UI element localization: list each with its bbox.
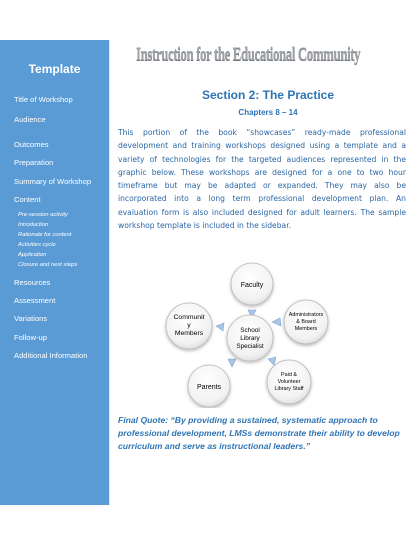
diagram-node-library-staff [267,360,311,404]
sidebar-item-resources[interactable]: Resources [14,278,51,287]
diagram-node-administrators [284,300,328,344]
body-paragraph: This portion of the book “showcases” ready-made professional development and training workshops designed using a template and a variety of technologies for the targeted audiences represented in the graphic below. These workshops are designed for a one to two hour timeframe but may be adapted or expanded. They may also be incorporated into a long term professional development plan. An evaluation form is also included designed for adult learners. The sample workshop template is included in the sidebar. [118,128,406,231]
sidebar-item-outcomes[interactable]: Outcomes [14,140,49,149]
final-quote: Final Quote: “By providing a sustained, systematic approach to professional development, LMSs demonstrate their ability to develop curriculum and serve as instructional leaders.” [118,415,400,451]
center-line-3: Specialist [236,343,264,350]
library-staff-line-2: Volunteer [277,379,301,385]
library-staff-line-3: Library Staff [274,386,304,392]
connector-arrow [228,359,236,367]
administrators-line-3: Members [294,326,318,332]
connector-arrow [216,323,224,331]
center-line-1: School [240,327,260,334]
sidebar-subitem-pre-session-activity[interactable]: Pre-session activity [18,212,68,218]
sidebar-subitem-application[interactable]: Application [18,252,47,258]
sidebar-item-variations[interactable]: Variations [14,314,48,323]
sidebar-item-additional-information[interactable]: Additional Information [14,351,88,360]
diagram-node-community-members [166,303,212,349]
sidebar-title: Template [28,62,81,76]
diagram-node-center [227,315,273,361]
parents-label: Parents [196,384,222,391]
administrators-line-2: & Board [296,319,316,325]
sidebar-item-preparation[interactable]: Preparation [14,158,54,167]
center-line-2: Library [240,335,260,342]
section-title: Section 2: The Practice [201,88,335,102]
community-line-3: Members [174,330,204,337]
sidebar-item-summary-of-workshop[interactable]: Summary of Workshop [14,177,92,186]
sidebar-item-content[interactable]: Content [14,195,41,204]
banner-title: Instruction for the Educational Community [136,44,361,65]
faculty-label: Faculty [240,282,264,289]
sidebar-item-assessment[interactable]: Assessment [14,296,56,305]
chapters-range: Chapters 8 – 14 [238,108,298,117]
connector-arrow [272,318,281,326]
sidebar-item-audience[interactable]: Audience [14,115,46,124]
sidebar-subitem-closure[interactable]: Closure and next steps [18,262,78,268]
sidebar-subitem-activities-cycle[interactable]: Activities cycle [18,242,56,248]
sidebar-item-follow-up[interactable]: Follow-up [14,333,47,342]
audience-diagram [150,262,390,408]
library-staff-line-1: Paid & [281,372,297,378]
sidebar [0,40,110,505]
diagram-node-parents [188,365,230,407]
connector-arrow [268,357,276,365]
community-line-2: y [187,322,191,329]
diagram-node-faculty [231,263,273,305]
sidebar-item-title-of-workshop[interactable]: Title of Workshop [14,95,73,104]
sidebar-subitem-rationale[interactable]: Rationale for content [18,232,72,238]
community-line-1: Communit [173,314,205,321]
administrators-line-1: Administrators [288,312,324,318]
sidebar-subitem-introduction[interactable]: Introduction [18,222,49,228]
